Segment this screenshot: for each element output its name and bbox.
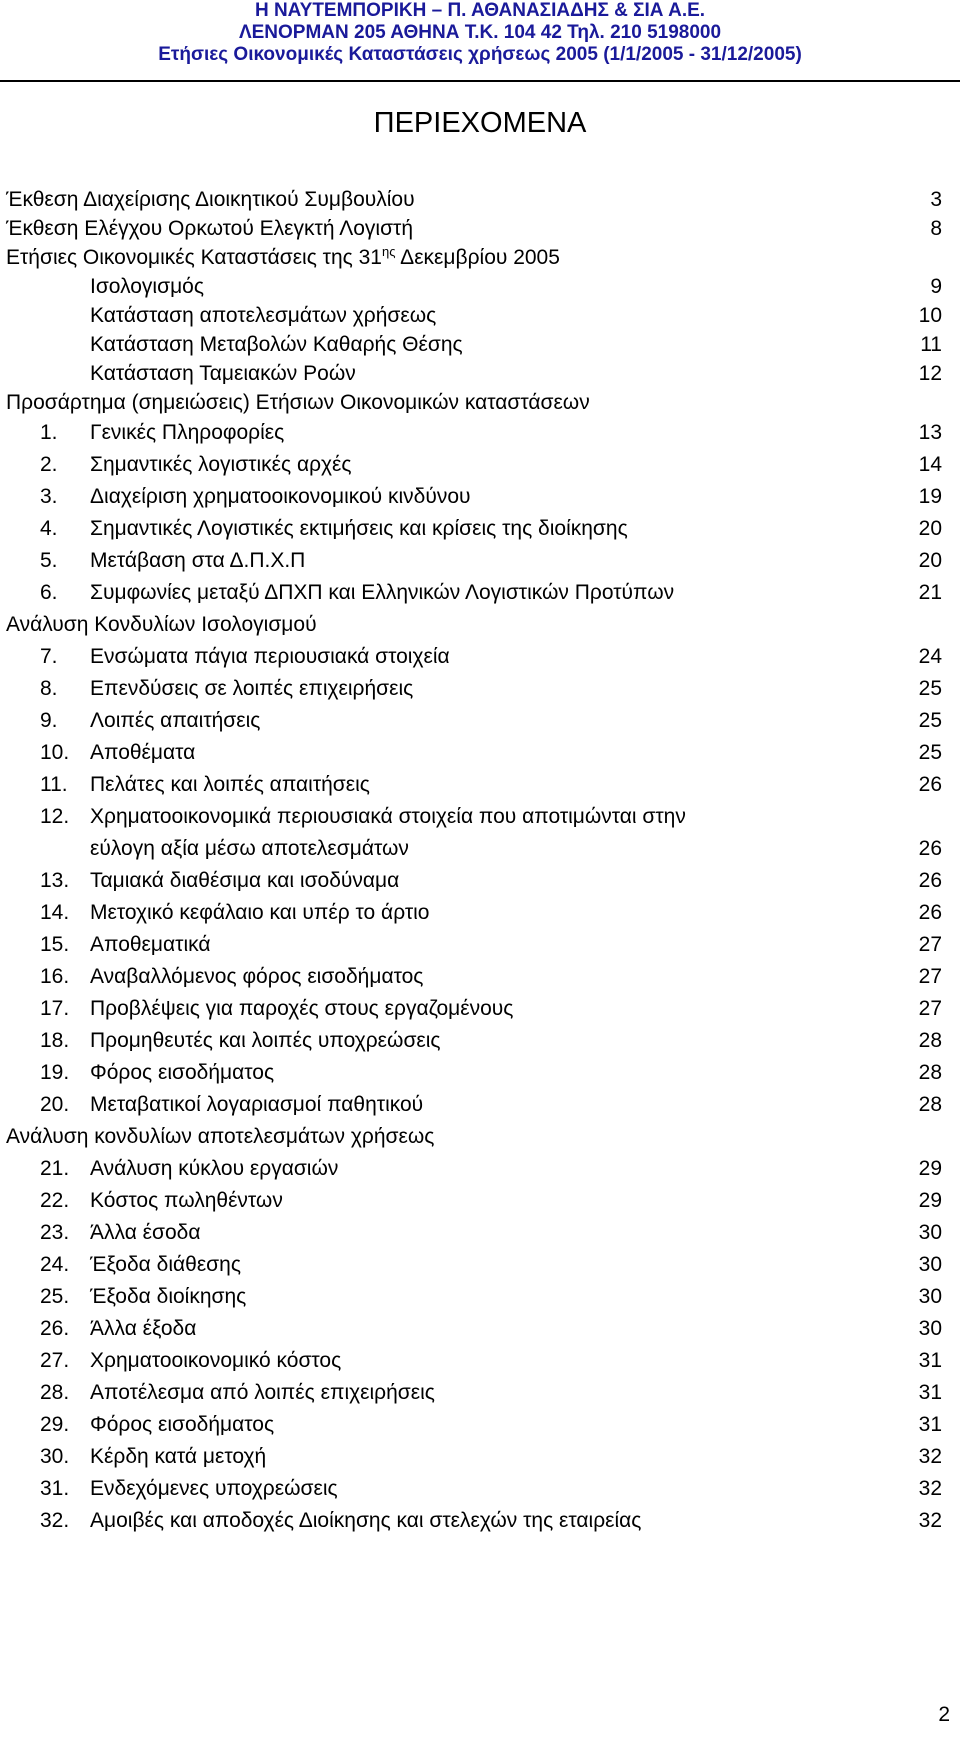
toc-entry[interactable] bbox=[6, 1473, 942, 1505]
toc-number: 8. bbox=[40, 677, 58, 700]
toc-number: 23. bbox=[40, 1221, 70, 1244]
toc-page: 29 bbox=[918, 1189, 942, 1212]
toc-entry[interactable] bbox=[6, 481, 942, 513]
toc-number: 4. bbox=[40, 517, 58, 540]
toc-page: 21 bbox=[918, 581, 942, 604]
toc-section-heading bbox=[6, 388, 942, 417]
toc-label: Σημαντικές Λογιστικές εκτιμήσεις και κρίσεις της διοίκησης bbox=[90, 517, 628, 540]
header-divider bbox=[0, 80, 960, 82]
toc-number: 29. bbox=[40, 1413, 70, 1436]
toc-entry[interactable] bbox=[6, 1057, 942, 1089]
toc-page: 28 bbox=[918, 1061, 942, 1084]
toc-page: 27 bbox=[918, 933, 942, 956]
toc-label: Χρηματοοικονομικά περιουσιακά στοιχεία που αποτιμώνται στην bbox=[90, 805, 686, 828]
toc-number: 2. bbox=[40, 453, 58, 476]
toc-number: 12. bbox=[40, 805, 70, 828]
toc-number: 15. bbox=[40, 933, 70, 956]
toc-page: 26 bbox=[918, 837, 942, 860]
toc-number: 3. bbox=[40, 485, 58, 508]
toc-label: Έκθεση Διαχείρισης Διοικητικού Συμβουλίου bbox=[6, 188, 415, 211]
toc-number: 18. bbox=[40, 1029, 70, 1052]
header-report-period: Ετήσιες Οικονομικές Καταστάσεις χρήσεως 2005 (1/1/2005 - 31/12/2005) bbox=[158, 44, 802, 65]
toc-label: Ενδεχόμενες υποχρεώσεις bbox=[90, 1477, 338, 1500]
toc-entry-continued[interactable] bbox=[6, 833, 942, 865]
toc-entry[interactable] bbox=[6, 545, 942, 577]
toc-number: 10. bbox=[40, 741, 70, 764]
toc-label: Διαχείριση χρηματοοικονομικού κινδύνου bbox=[90, 485, 471, 508]
toc-entry[interactable] bbox=[6, 417, 942, 449]
toc-entry[interactable] bbox=[6, 359, 942, 388]
toc-number: 30. bbox=[40, 1445, 70, 1468]
toc-label: Σημαντικές λογιστικές αρχές bbox=[90, 453, 352, 476]
toc-number: 31. bbox=[40, 1477, 70, 1500]
toc-entry[interactable] bbox=[6, 1249, 942, 1281]
toc-number: 28. bbox=[40, 1381, 70, 1404]
toc-entry[interactable] bbox=[6, 737, 942, 769]
toc-label: Ανάλυση Κονδυλίων Ισολογισμού bbox=[6, 613, 317, 636]
toc-page: 26 bbox=[918, 901, 942, 924]
toc-label: Ενσώματα πάγια περιουσιακά στοιχεία bbox=[90, 645, 450, 668]
toc-page: 12 bbox=[918, 362, 942, 385]
toc-label: εύλογη αξία μέσω αποτελεσμάτων bbox=[90, 837, 409, 860]
toc-number: 26. bbox=[40, 1317, 70, 1340]
header-address: ΛΕΝΟΡΜΑΝ 205 ΑΘΗΝΑ Τ.Κ. 104 42 Τηλ. 210 5198000 bbox=[238, 22, 722, 43]
toc-label: Προβλέψεις για παροχές στους εργαζομένους bbox=[90, 997, 514, 1020]
toc-page: 30 bbox=[918, 1253, 942, 1276]
toc-page: 31 bbox=[918, 1413, 942, 1436]
toc-page: 25 bbox=[918, 677, 942, 700]
toc-entry[interactable] bbox=[6, 993, 942, 1025]
toc-number: 22. bbox=[40, 1189, 70, 1212]
toc-label: Προμηθευτές και λοιπές υποχρεώσεις bbox=[90, 1029, 441, 1052]
toc-label: Μεταβατικοί λογαριασμοί παθητικού bbox=[90, 1093, 424, 1116]
toc-number: 32. bbox=[40, 1509, 70, 1532]
toc-page: 28 bbox=[918, 1093, 942, 1116]
toc-number: 20. bbox=[40, 1093, 70, 1116]
toc-number: 11. bbox=[40, 773, 68, 796]
toc-entry[interactable] bbox=[6, 961, 942, 993]
toc-section-heading bbox=[6, 243, 942, 272]
toc-label: Επενδύσεις σε λοιπές επιχειρήσεις bbox=[90, 677, 414, 700]
toc-label: Ανάλυση κονδυλίων αποτελεσμάτων χρήσεως bbox=[6, 1125, 435, 1148]
toc-entry[interactable] bbox=[6, 1377, 942, 1409]
toc-number: 17. bbox=[40, 997, 70, 1020]
toc-page: 29 bbox=[918, 1157, 942, 1180]
toc-page: 20 bbox=[918, 517, 942, 540]
toc-page: 9 bbox=[930, 275, 942, 298]
toc-number: 14. bbox=[40, 901, 70, 924]
toc-entry[interactable] bbox=[6, 641, 942, 673]
toc-entry[interactable] bbox=[6, 1281, 942, 1313]
toc-label: Αποτέλεσμα από λοιπές επιχειρήσεις bbox=[90, 1381, 435, 1404]
toc-label: Άλλα έσοδα bbox=[90, 1221, 201, 1244]
toc-entry[interactable] bbox=[6, 801, 942, 833]
toc-section-heading bbox=[6, 1121, 942, 1153]
toc-number: 21. bbox=[40, 1157, 70, 1180]
toc-entry[interactable] bbox=[6, 272, 942, 301]
toc-entry[interactable] bbox=[6, 1409, 942, 1441]
toc-page: 24 bbox=[918, 645, 942, 668]
toc-label: Συμφωνίες μεταξύ ΔΠΧΠ και Ελληνικών Λογιστικών Προτύπων bbox=[90, 581, 675, 604]
toc-entry[interactable] bbox=[6, 185, 942, 214]
toc-label: Φόρος εισοδήματος bbox=[90, 1413, 275, 1436]
toc-section-heading bbox=[6, 609, 942, 641]
toc-label: Φόρος εισοδήματος bbox=[90, 1061, 275, 1084]
toc-label: Κατάσταση αποτελεσμάτων χρήσεως bbox=[90, 304, 437, 327]
toc-page: 28 bbox=[918, 1029, 942, 1052]
toc-entry[interactable] bbox=[6, 673, 942, 705]
toc-entry[interactable] bbox=[6, 1505, 942, 1537]
toc-page: 30 bbox=[918, 1221, 942, 1244]
toc-entry[interactable] bbox=[6, 705, 942, 737]
toc-number: 25. bbox=[40, 1285, 70, 1308]
toc-entry[interactable] bbox=[6, 301, 942, 330]
toc-label: Κόστος πωληθέντων bbox=[90, 1189, 283, 1212]
toc-entry[interactable] bbox=[6, 1185, 942, 1217]
toc-label: Αποθέματα bbox=[90, 741, 196, 764]
toc-page: 31 bbox=[918, 1381, 942, 1404]
toc-label: Έξοδα διοίκησης bbox=[90, 1285, 247, 1308]
toc-number: 13. bbox=[40, 869, 70, 892]
page-number: 2 bbox=[938, 1703, 950, 1726]
toc-page: 14 bbox=[918, 453, 942, 476]
toc-number: 27. bbox=[40, 1349, 70, 1372]
toc-page: 27 bbox=[918, 997, 942, 1020]
toc-entry[interactable] bbox=[6, 1441, 942, 1473]
toc-entry[interactable] bbox=[6, 577, 942, 609]
toc-label: Προσάρτημα (σημειώσεις) Ετήσιων Οικονομικών καταστάσεων bbox=[6, 391, 590, 414]
toc-entry[interactable] bbox=[6, 1089, 942, 1121]
toc-number: 1. bbox=[40, 421, 58, 444]
toc-page: 25 bbox=[918, 741, 942, 764]
toc-number: 5. bbox=[40, 549, 58, 572]
toc-page: 11 bbox=[920, 333, 942, 356]
toc-label: Ετήσιες Οικονομικές Καταστάσεις της $31^{\eta\varsigma}$ Δεκεμβρίου 2005 bbox=[6, 244, 560, 269]
toc-entry[interactable] bbox=[6, 1025, 942, 1057]
toc-page: 26 bbox=[918, 869, 942, 892]
toc-entry[interactable] bbox=[6, 769, 942, 801]
toc-page: 10 bbox=[918, 304, 942, 327]
toc-label: Ταμιακά διαθέσιμα και ισοδύναμα bbox=[90, 869, 400, 892]
toc-number: 9. bbox=[40, 709, 58, 732]
toc-page: 3 bbox=[930, 188, 942, 211]
toc-label: Αποθεματικά bbox=[90, 933, 211, 956]
toc-label: Χρηματοοικονομικό κόστος bbox=[90, 1349, 342, 1372]
toc-label: Μετοχικό κεφάλαιο και υπέρ το άρτιο bbox=[90, 901, 430, 924]
toc-page: 30 bbox=[918, 1317, 942, 1340]
toc-entry[interactable] bbox=[6, 214, 942, 243]
toc-label: Μετάβαση στα Δ.Π.Χ.Π bbox=[90, 549, 306, 572]
toc-label: Κέρδη κατά μετοχή bbox=[90, 1445, 267, 1468]
toc-label: Έκθεση Ελέγχου Ορκωτού Ελεγκτή Λογιστή bbox=[6, 217, 413, 240]
table-of-contents bbox=[6, 185, 942, 1537]
toc-entry[interactable] bbox=[6, 1217, 942, 1249]
toc-label: Αναβαλλόμενος φόρος εισοδήματος bbox=[90, 965, 424, 988]
toc-label: Άλλα έξοδα bbox=[90, 1317, 197, 1340]
toc-entry[interactable] bbox=[6, 1313, 942, 1345]
toc-page: 27 bbox=[918, 965, 942, 988]
toc-label: Γενικές Πληροφορίες bbox=[90, 421, 285, 444]
toc-number: 6. bbox=[40, 581, 58, 604]
ordinal-superscript: ης bbox=[381, 244, 396, 259]
toc-number: 24. bbox=[40, 1253, 70, 1276]
toc-entry[interactable] bbox=[6, 513, 942, 545]
toc-entry[interactable] bbox=[6, 1153, 942, 1185]
toc-page: 13 bbox=[918, 421, 942, 444]
toc-page: 32 bbox=[918, 1509, 942, 1532]
toc-page: 20 bbox=[918, 549, 942, 572]
toc-label: Λοιπές απαιτήσεις bbox=[90, 709, 261, 732]
toc-label: Ανάλυση κύκλου εργασιών bbox=[90, 1157, 339, 1180]
toc-page: 19 bbox=[918, 485, 942, 508]
page-title: ΠΕΡΙΕΧΟΜΕΝΑ bbox=[373, 107, 587, 139]
toc-entry[interactable] bbox=[6, 929, 942, 961]
toc-page: 31 bbox=[918, 1349, 942, 1372]
document-header bbox=[0, 0, 960, 66]
toc-label: Αμοιβές και αποδοχές Διοίκησης και στελεχών της εταιρείας bbox=[90, 1509, 642, 1532]
toc-page: 25 bbox=[918, 709, 942, 732]
toc-page: 26 bbox=[918, 773, 942, 796]
toc-number: 7. bbox=[40, 645, 58, 668]
toc-label: Ισολογισμός bbox=[90, 275, 204, 298]
toc-number: 16. bbox=[40, 965, 70, 988]
toc-page: 8 bbox=[930, 217, 942, 240]
toc-page: 32 bbox=[918, 1477, 942, 1500]
toc-page: 32 bbox=[918, 1445, 942, 1468]
toc-entry[interactable] bbox=[6, 449, 942, 481]
toc-entry[interactable] bbox=[6, 330, 942, 359]
header-company: Η ΝΑΥΤΕΜΠΟΡΙΚΗ – Π. ΑΘΑΝΑΣΙΑΔΗΣ & ΣΙΑ Α.Ε. bbox=[254, 0, 706, 21]
toc-page: 30 bbox=[918, 1285, 942, 1308]
toc-label: Κατάσταση Ταμειακών Ροών bbox=[90, 362, 356, 385]
toc-entry[interactable] bbox=[6, 897, 942, 929]
toc-label: Πελάτες και λοιπές απαιτήσεις bbox=[90, 773, 370, 796]
toc-label: Κατάσταση Μεταβολών Καθαρής Θέσης bbox=[90, 333, 463, 356]
toc-entry[interactable] bbox=[6, 1345, 942, 1377]
toc-label: Έξοδα διάθεσης bbox=[90, 1253, 241, 1276]
toc-number: 19. bbox=[40, 1061, 70, 1084]
toc-entry[interactable] bbox=[6, 865, 942, 897]
